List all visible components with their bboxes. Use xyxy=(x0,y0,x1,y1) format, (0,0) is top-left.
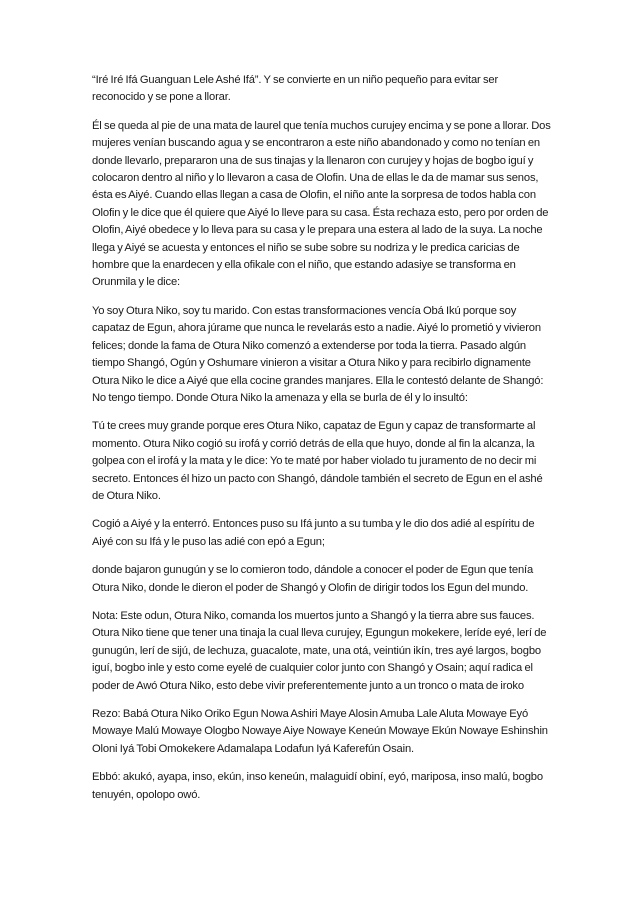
paragraph-gunugun: donde bajaron gunugún y se lo comieron todo, dándole a conocer el poder de Egun que tenía Otura Niko, donde le dieron el poder de Shangó y Olofin de dirigir todos los Egun del mundo. xyxy=(92,564,534,594)
paragraph-nota: Nota: Este odun, Otura Niko, comanda los muertos junto a Shangó y la tierra abre sus fauces. Otura Niko tiene que tener una tinaja la cual lleva curujey, Egungun mokekere, leríde eyé, lerí de gunugún, lerí de sijú, de lechuza, guacalote, mate, una otá, veintiún ikín, tres ayé largos, bogbo iguí, bogbo inle y esto come eyelé de cualquier color junto con Shangó y Osain; aquí radica el poder de Awó Otura Niko, esto debe vivir preferentemente junto a un tronco o mata de iroko xyxy=(92,609,547,692)
paragraph-burial: Cogió a Aiyé y la enterró. Entonces puso su Ifá junto a su tumba y le dio dos adié al espíritu de Aiyé con su Ifá y le puso las adié con epó a Egun; xyxy=(92,518,535,548)
paragraph-opening-chant: “Iré Iré Ifá Guanguan Lele Ashé Ifá”. Y se convierte en un niño pequeño para evitar ser reconocido y se pone a llorar. xyxy=(92,74,499,104)
document-page xyxy=(92,72,552,815)
paragraph-otura-niko-speech: Yo soy Otura Niko, soy tu marido. Con estas transformaciones vencía Obá Ikú porque soy capataz de Egun, ahora júrame que nunca le revelarás esto a nadie. Aiyé lo prometió y vivieron felices; donde la fama de Otura Niko comenzó a extenderse por toda la tierra. Pasado algún tiempo Shangó, Ogún y Oshumare vinieron a visitar a Otura Niko y para recibirlo dignamente Otura Niko le dice a Aiyé que ella cocine grandes manjares. Ella le contestó delante de Shangó: No tengo tiempo. Donde Otura Niko la amenaza y ella se burla de él y lo insultó: xyxy=(92,304,544,404)
paragraph-aiye-insult: Tú te crees muy grande porque eres Otura Niko, capataz de Egun y capaz de transformarte al momento. Otura Niko cogió su irofá y corrió detrás de ella que huyo, donde al fin la alcanza, la golpea con el irofá y la mata y le dice: Yo te maté por haber violado tu juramento de no decir mi secreto. Entonces él hizo un pacto con Shangó, dándole también el secreto de Egun en el ashé de Otura Niko. xyxy=(92,420,543,502)
paragraph-ebbo: Ebbó: akukó, ayapa, inso, ekún, inso keneún, malaguidí obiní, eyó, mariposa, inso malú, bogbo tenuyén, opolopo owó. xyxy=(92,771,543,801)
paragraph-laurel-story: Él se queda al pie de una mata de laurel que tenía muchos curujey encima y se pone a llorar. Dos mujeres venían buscando agua y se encontraron a este niño abandonado y como no tenían en donde llevarlo, prepararon una de sus tinajas y la llenaron con curujey y hojas de bogbo iguí y colocaron dentro al niño y lo llevaron a casa de Olofin. Una de ellas le da de mamar sus senos, ésta es Aiyé. Cuando ellas llegan a casa de Olofin, el niño ante la sorpresa de todos habla con Olofin y le dice que él quiere que Aiyé lo lleve para su casa. Ésta rechaza esto, pero por orden de Olofin, Aiyé obedece y lo lleva para su casa y le prepara una estera al lado de la suya. La noche llega y Aiyé se acuesta y entonces el niño se sube sobre su nodriza y le predica caricias de hombre que la enardecen y ella ofikale con el niño, que estando adasiye se transforma en Orunmila y le dice: xyxy=(92,119,551,289)
paragraph-rezo: Rezo: Babá Otura Niko Oriko Egun Nowa Ashiri Maye Alosin Amuba Lale Aluta Mowaye Eyó Mowaye Malú Mowaye Ologbo Nowaye Aiye Nowaye Keneún Mowaye Ekún Nowaye Eshinshin Oloni Iyá Tobi Omokekere Adamalapa Lodafun Iyá Kaferefún Osain. xyxy=(92,708,548,755)
